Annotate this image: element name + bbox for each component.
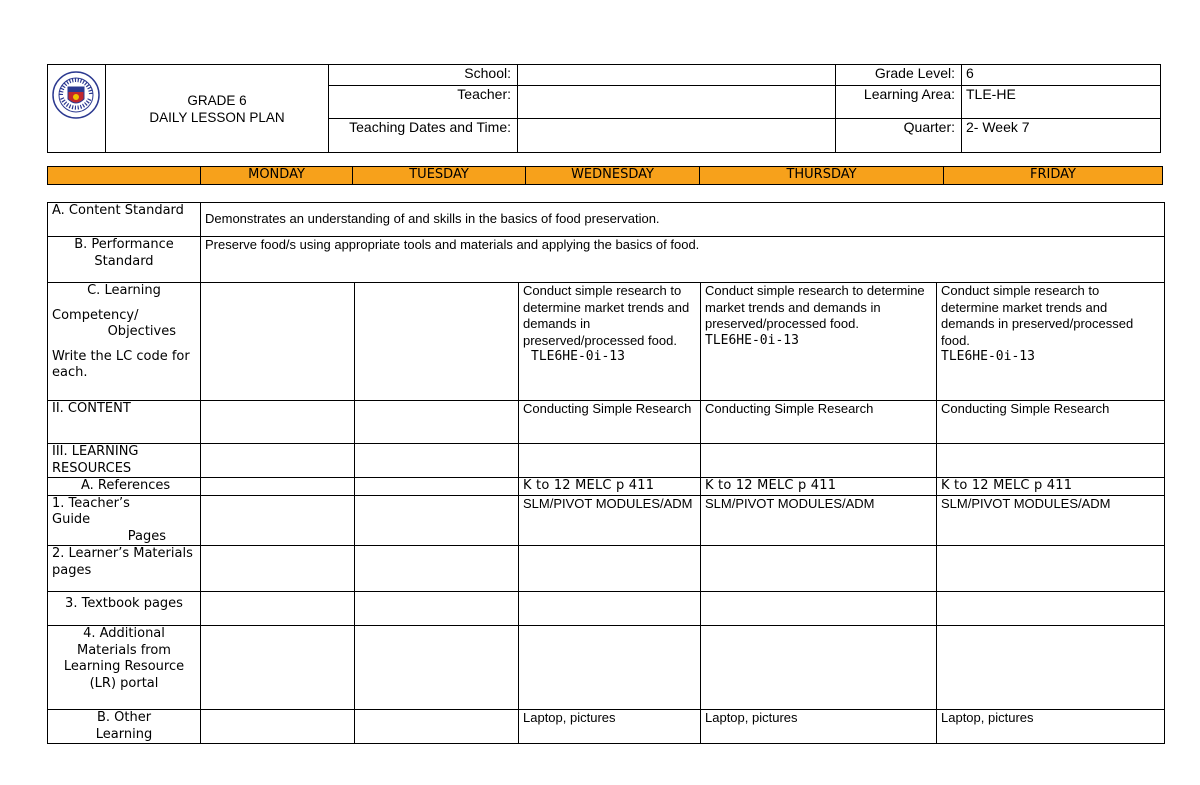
performance-standard-value: Preserve food/s using appropriate tools and materials and applying the basics of food. xyxy=(201,237,1165,283)
lc-code-thursday: TLE6HE-0i-13 xyxy=(705,332,799,348)
content-row xyxy=(48,401,1165,444)
teaching-dates-field[interactable] xyxy=(518,119,836,153)
competency-thursday-text: Conduct simple research to determine market trends and demands in preserved/processed food. xyxy=(705,283,925,331)
other-thursday[interactable]: Laptop, pictures xyxy=(701,710,937,744)
additional-wednesday[interactable] xyxy=(519,626,701,710)
references-tuesday[interactable] xyxy=(355,478,519,496)
references-friday[interactable]: K to 12 MELC p 411 xyxy=(937,478,1165,496)
resources-thursday[interactable] xyxy=(701,444,937,478)
other-monday[interactable] xyxy=(201,710,355,744)
teachers-guide-tuesday[interactable] xyxy=(355,495,519,546)
teacher-label: Teacher: xyxy=(329,86,518,119)
other-tuesday[interactable] xyxy=(355,710,519,744)
competency-tuesday[interactable] xyxy=(355,283,519,401)
day-tuesday: TUESDAY xyxy=(353,167,526,185)
content-standard-label: A. Content Standard xyxy=(48,203,201,237)
teachers-guide-monday[interactable] xyxy=(201,495,355,546)
header-table xyxy=(47,64,1161,153)
textbook-friday[interactable] xyxy=(937,592,1165,626)
content-thursday[interactable]: Conducting Simple Research xyxy=(701,401,937,444)
competency-friday-text: Conduct simple research to determine market trends and demands in preserved/processed food. xyxy=(941,283,1134,348)
resources-friday[interactable] xyxy=(937,444,1165,478)
teachers-guide-label-line1: 1. Teacher’s Guide xyxy=(52,495,130,527)
additional-materials-row xyxy=(48,626,1165,710)
other-friday[interactable]: Laptop, pictures xyxy=(937,710,1165,744)
other-resources-row xyxy=(48,710,1165,744)
content-standard-row xyxy=(48,203,1165,237)
teachers-guide-label-line2: Pages xyxy=(127,528,166,544)
content-tuesday[interactable] xyxy=(355,401,519,444)
day-wednesday: WEDNESDAY xyxy=(526,167,700,185)
school-label: School: xyxy=(329,65,518,86)
logo-cell xyxy=(48,65,106,153)
content-label: II. CONTENT xyxy=(48,401,201,444)
additional-thursday[interactable] xyxy=(701,626,937,710)
performance-label-line1: B. Performance xyxy=(74,237,174,252)
learners-friday[interactable] xyxy=(937,546,1165,592)
teacher-field[interactable] xyxy=(518,86,836,119)
resources-monday[interactable] xyxy=(201,444,355,478)
day-monday: MONDAY xyxy=(201,167,353,185)
lc-code-friday: TLE6HE-0i-13 xyxy=(941,349,1035,364)
quarter-label: Quarter: xyxy=(836,119,962,153)
references-monday[interactable] xyxy=(201,478,355,496)
grade-title: GRADE 6 xyxy=(187,92,247,108)
competency-wednesday[interactable] xyxy=(519,283,701,401)
textbook-thursday[interactable] xyxy=(701,592,937,626)
textbook-row xyxy=(48,592,1165,626)
teachers-guide-wednesday[interactable]: SLM/PIVOT MODULES/ADM xyxy=(519,495,701,546)
learners-materials-label: 2. Learner’s Materials pages xyxy=(48,546,201,592)
content-standard-value: Demonstrates an understanding of and skills in the basics of food preservation. xyxy=(201,203,1165,237)
plan-title xyxy=(106,65,329,153)
learners-tuesday[interactable] xyxy=(355,546,519,592)
additional-tuesday[interactable] xyxy=(355,626,519,710)
day-header-bar xyxy=(47,166,1163,185)
competency-row xyxy=(48,283,1165,401)
learning-area-label: Learning Area: xyxy=(836,86,962,119)
competency-label-line1: C. Learning xyxy=(87,283,161,298)
learning-resources-row xyxy=(48,444,1165,478)
deped-seal-icon xyxy=(52,71,100,119)
teachers-guide-friday[interactable]: SLM/PIVOT MODULES/ADM xyxy=(937,495,1165,546)
grade-level-field[interactable]: 6 xyxy=(962,65,1161,86)
textbook-wednesday[interactable] xyxy=(519,592,701,626)
performance-standard-row xyxy=(48,237,1165,283)
teachers-guide-thursday[interactable]: SLM/PIVOT MODULES/ADM xyxy=(701,495,937,546)
learning-resources-label: III. LEARNING RESOURCES xyxy=(48,444,201,478)
resources-wednesday[interactable] xyxy=(519,444,701,478)
other-resources-label: B. Other Learning xyxy=(48,710,201,744)
content-friday[interactable]: Conducting Simple Research xyxy=(937,401,1165,444)
content-monday[interactable] xyxy=(201,401,355,444)
competency-monday[interactable] xyxy=(201,283,355,401)
textbook-tuesday[interactable] xyxy=(355,592,519,626)
competency-label-line3: Objectives xyxy=(107,324,176,339)
competency-thursday[interactable] xyxy=(701,283,937,401)
performance-label-line2: Standard xyxy=(94,253,154,269)
quarter-field[interactable]: 2- Week 7 xyxy=(962,119,1161,153)
references-wednesday[interactable]: K to 12 MELC p 411 xyxy=(519,478,701,496)
additional-monday[interactable] xyxy=(201,626,355,710)
learners-wednesday[interactable] xyxy=(519,546,701,592)
competency-label xyxy=(48,283,201,401)
learners-materials-row xyxy=(48,546,1165,592)
learning-area-field[interactable]: TLE-HE xyxy=(962,86,1161,119)
teachers-guide-row xyxy=(48,495,1165,546)
day-bar-blank xyxy=(48,167,201,185)
lc-code-wednesday: TLE6HE-0i-13 xyxy=(531,349,625,364)
resources-tuesday[interactable] xyxy=(355,444,519,478)
grade-level-label: Grade Level: xyxy=(836,65,962,86)
teaching-dates-label: Teaching Dates and Time: xyxy=(329,119,518,153)
content-wednesday[interactable]: Conducting Simple Research xyxy=(519,401,701,444)
references-thursday[interactable]: K to 12 MELC p 411 xyxy=(701,478,937,496)
learners-monday[interactable] xyxy=(201,546,355,592)
references-label: A. References xyxy=(48,478,201,496)
additional-friday[interactable] xyxy=(937,626,1165,710)
school-field[interactable] xyxy=(518,65,836,86)
teachers-guide-label xyxy=(48,495,201,546)
lesson-plan-table xyxy=(47,202,1165,744)
competency-label-line2: Competency/ xyxy=(52,307,139,323)
day-friday: FRIDAY xyxy=(944,167,1163,185)
day-thursday: THURSDAY xyxy=(700,167,944,185)
other-wednesday[interactable]: Laptop, pictures xyxy=(519,710,701,744)
learners-thursday[interactable] xyxy=(701,546,937,592)
performance-standard-label xyxy=(48,237,201,283)
references-row xyxy=(48,478,1165,496)
competency-friday[interactable] xyxy=(937,283,1165,401)
competency-label-line4: Write the LC code for each. xyxy=(52,348,190,380)
textbook-monday[interactable] xyxy=(201,592,355,626)
competency-wednesday-text: Conduct simple research to determine market trends and demands in preserved/processed food. xyxy=(523,283,690,348)
textbook-label: 3. Textbook pages xyxy=(48,592,201,626)
dlp-title: DAILY LESSON PLAN xyxy=(149,109,285,125)
additional-materials-label: 4. Additional Materials from Learning Resource (LR) portal xyxy=(48,626,201,710)
